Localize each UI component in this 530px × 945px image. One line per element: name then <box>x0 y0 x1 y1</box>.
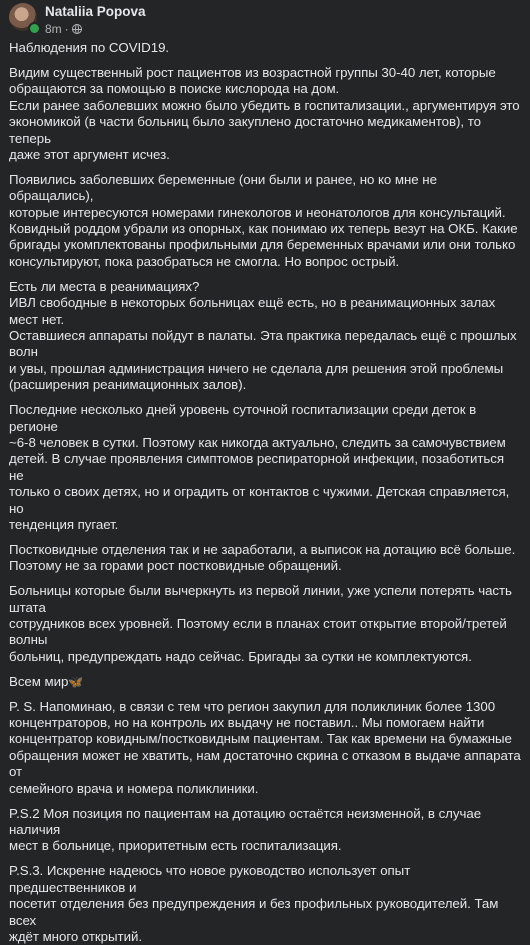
text-line: семейного врача и номера поликлиники. <box>9 780 259 796</box>
paragraph-11 <box>9 863 522 945</box>
paragraph-10 <box>9 806 522 855</box>
text-line: которые интересуются номерами гинекологов и неонатологов для консультаций. <box>9 204 506 220</box>
text-line: концентраторов, но на контроль их выдачу не поставил.. Мы помогаем найти <box>9 715 485 731</box>
text-line: консультируют, пока разобраться не смогла. Но вопрос острый. <box>9 253 400 269</box>
paragraph-8-text: Всем мир <box>9 673 69 689</box>
text-line: Постковидные отделения так и не заработали, а выписок на дотацию всё больше. <box>9 541 516 557</box>
text-line: Видим существенный рост пациентов из возрастной группы 30-40 лет, которые <box>9 64 496 80</box>
text-line: ИВЛ свободные в некоторых больницах ещё есть, но в реанимационных залах мест нет. <box>9 295 496 327</box>
paragraph-8 <box>9 674 522 690</box>
paragraph-2 <box>9 65 522 163</box>
paragraph-4 <box>9 279 522 394</box>
text-line: экономикой (в части больниц было закуплено достаточно медикаментов), то теперь <box>9 114 481 146</box>
text-line: Больницы которые были вычеркнуть из первой линии, уже успели потерять часть штата <box>9 583 512 615</box>
post-header <box>9 0 522 40</box>
author-name[interactable]: Nataliia Popova <box>45 4 146 19</box>
paragraph-5 <box>9 402 522 533</box>
paragraph-9 <box>9 699 522 797</box>
text-line: P.S.2 Моя позиция по пациентам на дотацию остаётся неизменной, в случае наличия <box>9 805 482 837</box>
globe-icon[interactable] <box>72 24 82 34</box>
butterfly-emoji: 🦋 <box>68 674 84 689</box>
post-body <box>9 40 522 945</box>
paragraph-1 <box>9 40 522 56</box>
text-line: детей. В случае проявления симптомов респираторной инфекции, позаботиться не <box>9 451 505 483</box>
text-line: Если ранее заболевших можно было убедить в госпитализации., аргументируя это <box>9 97 520 113</box>
text-line: Оставшиеся аппараты пойдут в палаты. Эта практика передалась ещё с прошлых волн <box>9 328 517 360</box>
text-line: ~6-8 человек в сутки. Поэтому как никогда актуально, следить за самочувствием <box>9 434 506 450</box>
paragraph-6 <box>9 542 522 575</box>
text-line: концентратор ковидным/постковидным пациентам. Так как времени на бумажные <box>9 731 512 747</box>
text-line: Последние несколько дней уровень суточной госпитализации среди деток в регионе <box>9 402 477 434</box>
text-line: Появились заболевших беременные (они были и ранее, но ко мне не обращались), <box>9 171 437 204</box>
paragraph-3 <box>9 172 522 270</box>
text-line: и увы, прошлая администрация ничего не сделала для решения этой проблемы <box>9 360 504 376</box>
online-status-dot <box>28 22 41 35</box>
text-line: Есть ли места в реанимациях? <box>9 278 200 294</box>
text-line: мест в больнице, приоритетным есть госпитализация. <box>9 838 342 854</box>
text-line: Ковидный роддом убрали из опорных, как понимаю их теперь везут на ОКБ. Какие <box>9 221 518 237</box>
paragraph-7 <box>9 583 522 665</box>
text-line: сотрудников всех уровней. Поэтому если в планах стоит открытие второй/третей волны <box>9 616 507 648</box>
text-line: Поэтому не за горами рост постковидные обращений. <box>9 558 342 574</box>
text-line: P.S.3. Искренне надеюсь что новое руководство использует опыт предшественников и <box>9 863 411 895</box>
text-line: только о своих детях, но и оградить от контактов с чужими. Детская справляется, но <box>9 484 510 516</box>
text-line: даже этот аргумент исчез. <box>9 146 170 162</box>
meta-separator: · <box>64 22 69 36</box>
text-line: тенденция пугает. <box>9 516 119 532</box>
post-meta <box>45 22 82 36</box>
text-line: ждёт много открытий. <box>9 928 142 944</box>
text-line: посетит отделения без предупреждения и без профильных руководителей. Там всех <box>9 896 499 928</box>
text-line: P. S. Напоминаю, в связи с тем что регион закупил для поликлиник более 1300 <box>9 698 496 714</box>
text-line: бригады укомплектованы профильными для беременных врачами или они только <box>9 237 516 253</box>
text-line: (расширения реанимационных залов). <box>9 377 247 393</box>
text-line: обращения может не хватить, нам достаточно скрина с отказом в выдаче аппарата от <box>9 747 521 780</box>
text-line: обращаются за помощью в поиске кислорода на дом. <box>9 81 340 97</box>
paragraph-1-text: Наблюдения по COVID19. <box>9 40 170 55</box>
text-line: больниц, предупреждать надо сейчас. Бригады за сутки не комплектуются. <box>9 648 472 664</box>
post-timestamp[interactable]: 8m <box>45 22 62 36</box>
